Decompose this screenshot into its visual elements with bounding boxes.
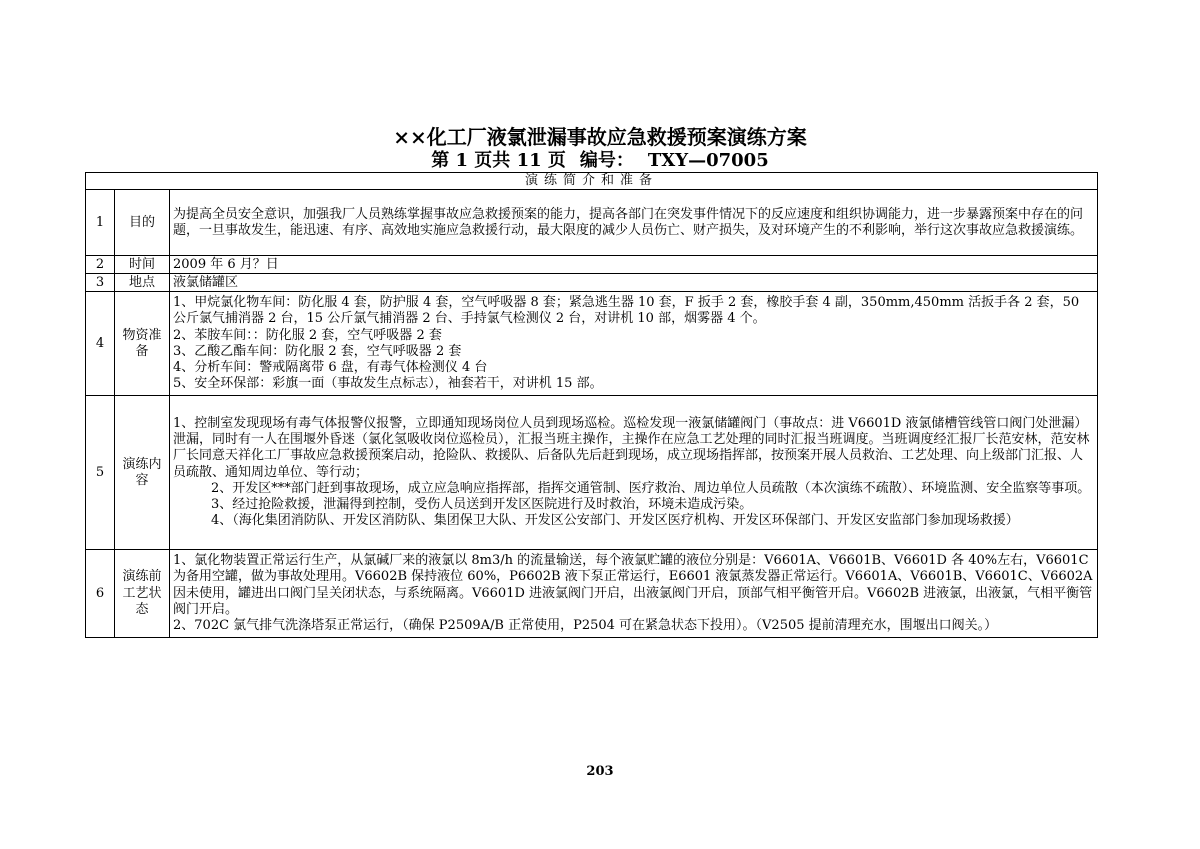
- row-content: [170, 550, 1098, 638]
- content-paragraph: 液氯储罐区: [173, 274, 239, 290]
- row-content: [170, 274, 1098, 292]
- document-subtitle: [0, 150, 1200, 172]
- code-label: 编号：: [579, 150, 634, 171]
- table-row: [86, 274, 1098, 292]
- table-row: [86, 292, 1098, 396]
- row-label: 目的: [115, 190, 170, 256]
- row-label: 时间: [115, 256, 170, 274]
- content-paragraph: 2、开发区***部门赶到事故现场，成立应急响应指挥部，指挥交通管制、医疗救治、周边单位人员疏散（本次演练不疏散）、环境监测、安全监察等事项。: [211, 480, 1091, 496]
- content-paragraph: 2009 年 6 月？日: [173, 256, 279, 272]
- row-content: [170, 396, 1098, 550]
- section-header: 演练简介和准备: [86, 173, 1098, 190]
- page-info: 第 1 页共 11 页: [431, 150, 566, 171]
- row-number: 2: [86, 256, 115, 274]
- row-number: 3: [86, 274, 115, 292]
- row-label: 地点: [115, 274, 170, 292]
- content-paragraph: 4、分析车间：警戒隔离带 6 盘，有毒气体检测仪 4 台: [173, 359, 488, 375]
- row-number: 1: [86, 190, 115, 256]
- table-row: [86, 550, 1098, 638]
- page-number: 203: [586, 764, 614, 779]
- row-number: 5: [86, 396, 115, 550]
- row-number: 6: [86, 550, 115, 638]
- table-row: [86, 190, 1098, 256]
- row-number: 4: [86, 292, 115, 396]
- row-label: 演练内容: [115, 396, 170, 550]
- content-paragraph: 1、甲烷氯化物车间：防化服 4 套，防护服 4 套，空气呼吸器 8 套；紧急逃生器 10 套，F 扳手 2 套，橡胶手套 4 副，350mm,450mm 活扳手各 2 套，50 公斤氯气捕消器 2 台，15 公斤氯气捕消器 2 台、手持氯气检测仪 2 台，对讲机 10 部，烟雾器 4 个。: [173, 295, 1080, 327]
- section-header-row: [86, 173, 1098, 190]
- content-paragraph: 3、经过抢险救援，泄漏得到控制，受伤人员送到开发区医院进行及时救治，环境未造成污染。: [211, 497, 753, 512]
- content-paragraph: 为提高全员安全意识，加强我厂人员熟练掌握事故应急救援预案的能力，提高各部门在突发事件情况下的反应速度和组织协调能力，进一步暴露预案中存在的问题，一旦事故发生，能迅速、有序、高效地实施应急救援行动，最大限度的减少人员伤亡、财产损失，及对环境产生的不利影响，举行这次事故应急救援演练。: [173, 206, 1084, 238]
- row-content: [170, 256, 1098, 274]
- drill-plan-table: [85, 172, 1098, 638]
- content-paragraph: 1、氯化物装置正常运行生产，从氯碱厂来的液氯以 8m3/h 的流量输送，每个液氯贮罐的液位分别是：V6601A、V6601B、V6601D 各 40%左右，V6601C 为备用空罐，做为事故处理用。V6602B 保持液位 60%，P6602B 液下泵正常运行，E6601 液氯蒸发器正常运行。V6601A、V6601B、V6601C、V6602A 因未使用，罐进出口阀门呈关闭状态，与系统隔离。V6601D 进液氯阀门开启，出液氯阀门开启，顶部气相平衡管开启。V6602B 进液氯，出液氯，气相平衡管阀门开启。: [173, 553, 1093, 617]
- document-code: TXY—07005: [647, 150, 769, 171]
- row-content: [170, 292, 1098, 396]
- content-paragraph: 5、安全环保部：彩旗一面（事故发生点标志），袖套若干，对讲机 15 部。: [173, 376, 603, 392]
- content-paragraph: 3、乙酸乙酯车间：防化服 2 套，空气呼吸器 2 套: [173, 343, 462, 359]
- table-row: [86, 256, 1098, 274]
- row-label: 演练前工艺状态: [115, 550, 170, 638]
- row-label: 物资准备: [115, 292, 170, 396]
- table-row: [86, 396, 1098, 550]
- content-paragraph: 1、控制室发现现场有毒气体报警仪报警，立即通知现场岗位人员到现场巡检。巡检发现一液氯储罐阀门（事故点：进 V6601D 液氯储槽管线管口阀门处泄漏）泄漏，同时有一人在围堰外昏迷（氯化氢吸收岗位巡检员），汇报当班主操作，主操作在应急工艺处理的同时汇报当班调度。当班调度经汇报厂长范安林，范安林厂长同意天祥化工厂事故应急救援预案启动，抢险队、救援队、后备队先后赶到现场，成立现场指挥部，按预案开展人员救治、工艺处理、向上级部门汇报、人员疏散、通知周边单位、等行动；: [173, 415, 1090, 480]
- content-paragraph: 2、702C 氯气排气洗涤塔泵正常运行，（确保 P2509A/B 正常使用，P2504 可在紧急状态下投用）。（V2505 提前清理充水，围堰出口阀关。）: [173, 618, 998, 633]
- document-title: ××化工厂液氯泄漏事故应急救援预案演练方案: [393, 125, 807, 149]
- row-content: [170, 190, 1098, 256]
- content-paragraph: 2、苯胺车间：：防化服 2 套，空气呼吸器 2 套: [173, 327, 442, 343]
- content-paragraph: 4、（海化集团消防队、开发区消防队、集团保卫大队、开发区公安部门、开发区医疗机构、开发区环保部门、开发区安监部门参加现场救援）: [211, 513, 1019, 529]
